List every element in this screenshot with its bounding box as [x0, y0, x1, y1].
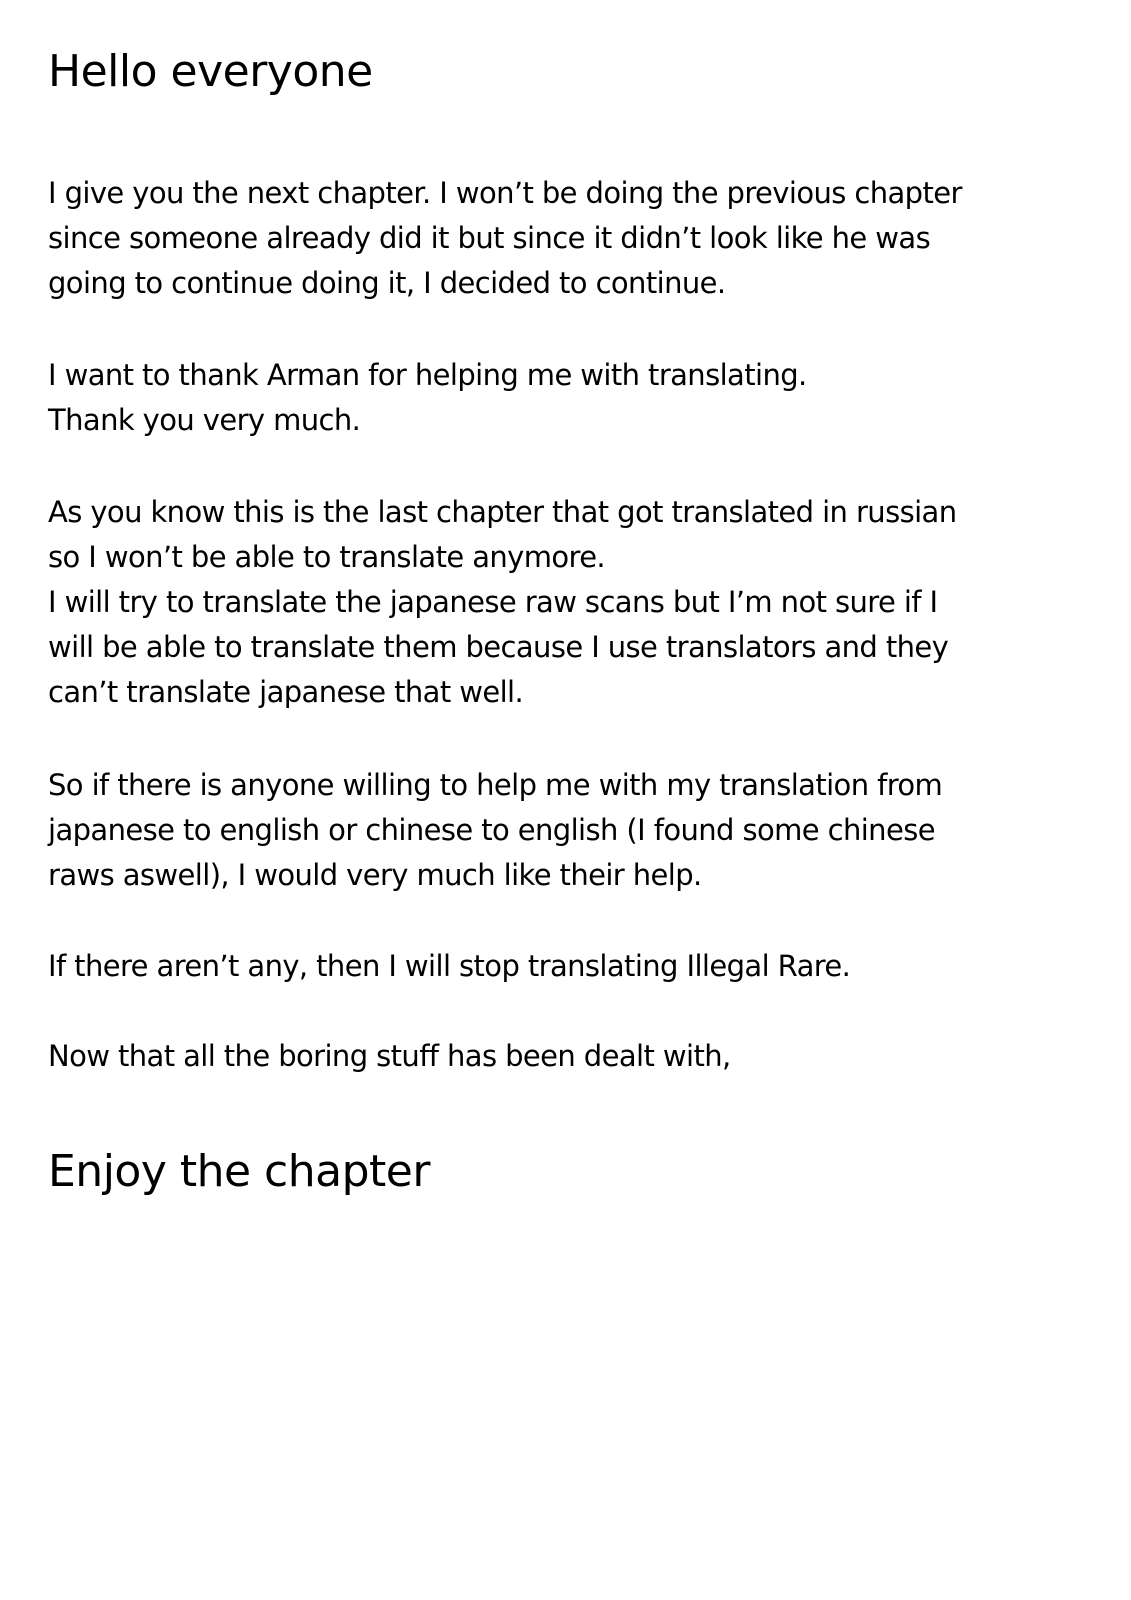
text-line: I give you the next chapter. I won’t be doing the previous chapter — [48, 176, 962, 210]
paragraph-thanks — [48, 353, 807, 443]
greeting-heading: Hello everyone — [48, 46, 373, 97]
text-line: so I won’t be able to translate anymore. — [48, 540, 606, 574]
text-line: japanese to english or chinese to english (I found some chinese — [48, 813, 935, 847]
text-line: I will try to translate the japanese raw scans but I’m not sure if I — [48, 585, 938, 619]
paragraph-intro — [48, 171, 962, 306]
text-line: If there aren’t any, then I will stop translating Illegal Rare. — [48, 949, 851, 983]
paragraph-help-request — [48, 763, 942, 898]
text-line: As you know this is the last chapter that got translated in russian — [48, 495, 957, 529]
text-line: Now that all the boring stuff has been dealt with, — [48, 1039, 731, 1073]
text-line: Thank you very much. — [48, 403, 361, 437]
text-line: can’t translate japanese that well. — [48, 675, 524, 709]
text-line: since someone already did it but since it didn’t look like he was — [48, 221, 931, 255]
closing-heading: Enjoy the chapter — [48, 1146, 430, 1197]
text-line: So if there is anyone willing to help me with my translation from — [48, 768, 943, 802]
text-line: I want to thank Arman for helping me with translating. — [48, 358, 807, 392]
text-line: raws aswell), I would very much like their help. — [48, 858, 702, 892]
text-line: going to continue doing it, I decided to continue. — [48, 266, 726, 300]
paragraph-boring-stuff — [48, 1034, 731, 1079]
paragraph-last-chapter — [48, 490, 957, 715]
paragraph-stop-translating — [48, 944, 850, 989]
text-line: will be able to translate them because I use translators and they — [48, 630, 949, 664]
